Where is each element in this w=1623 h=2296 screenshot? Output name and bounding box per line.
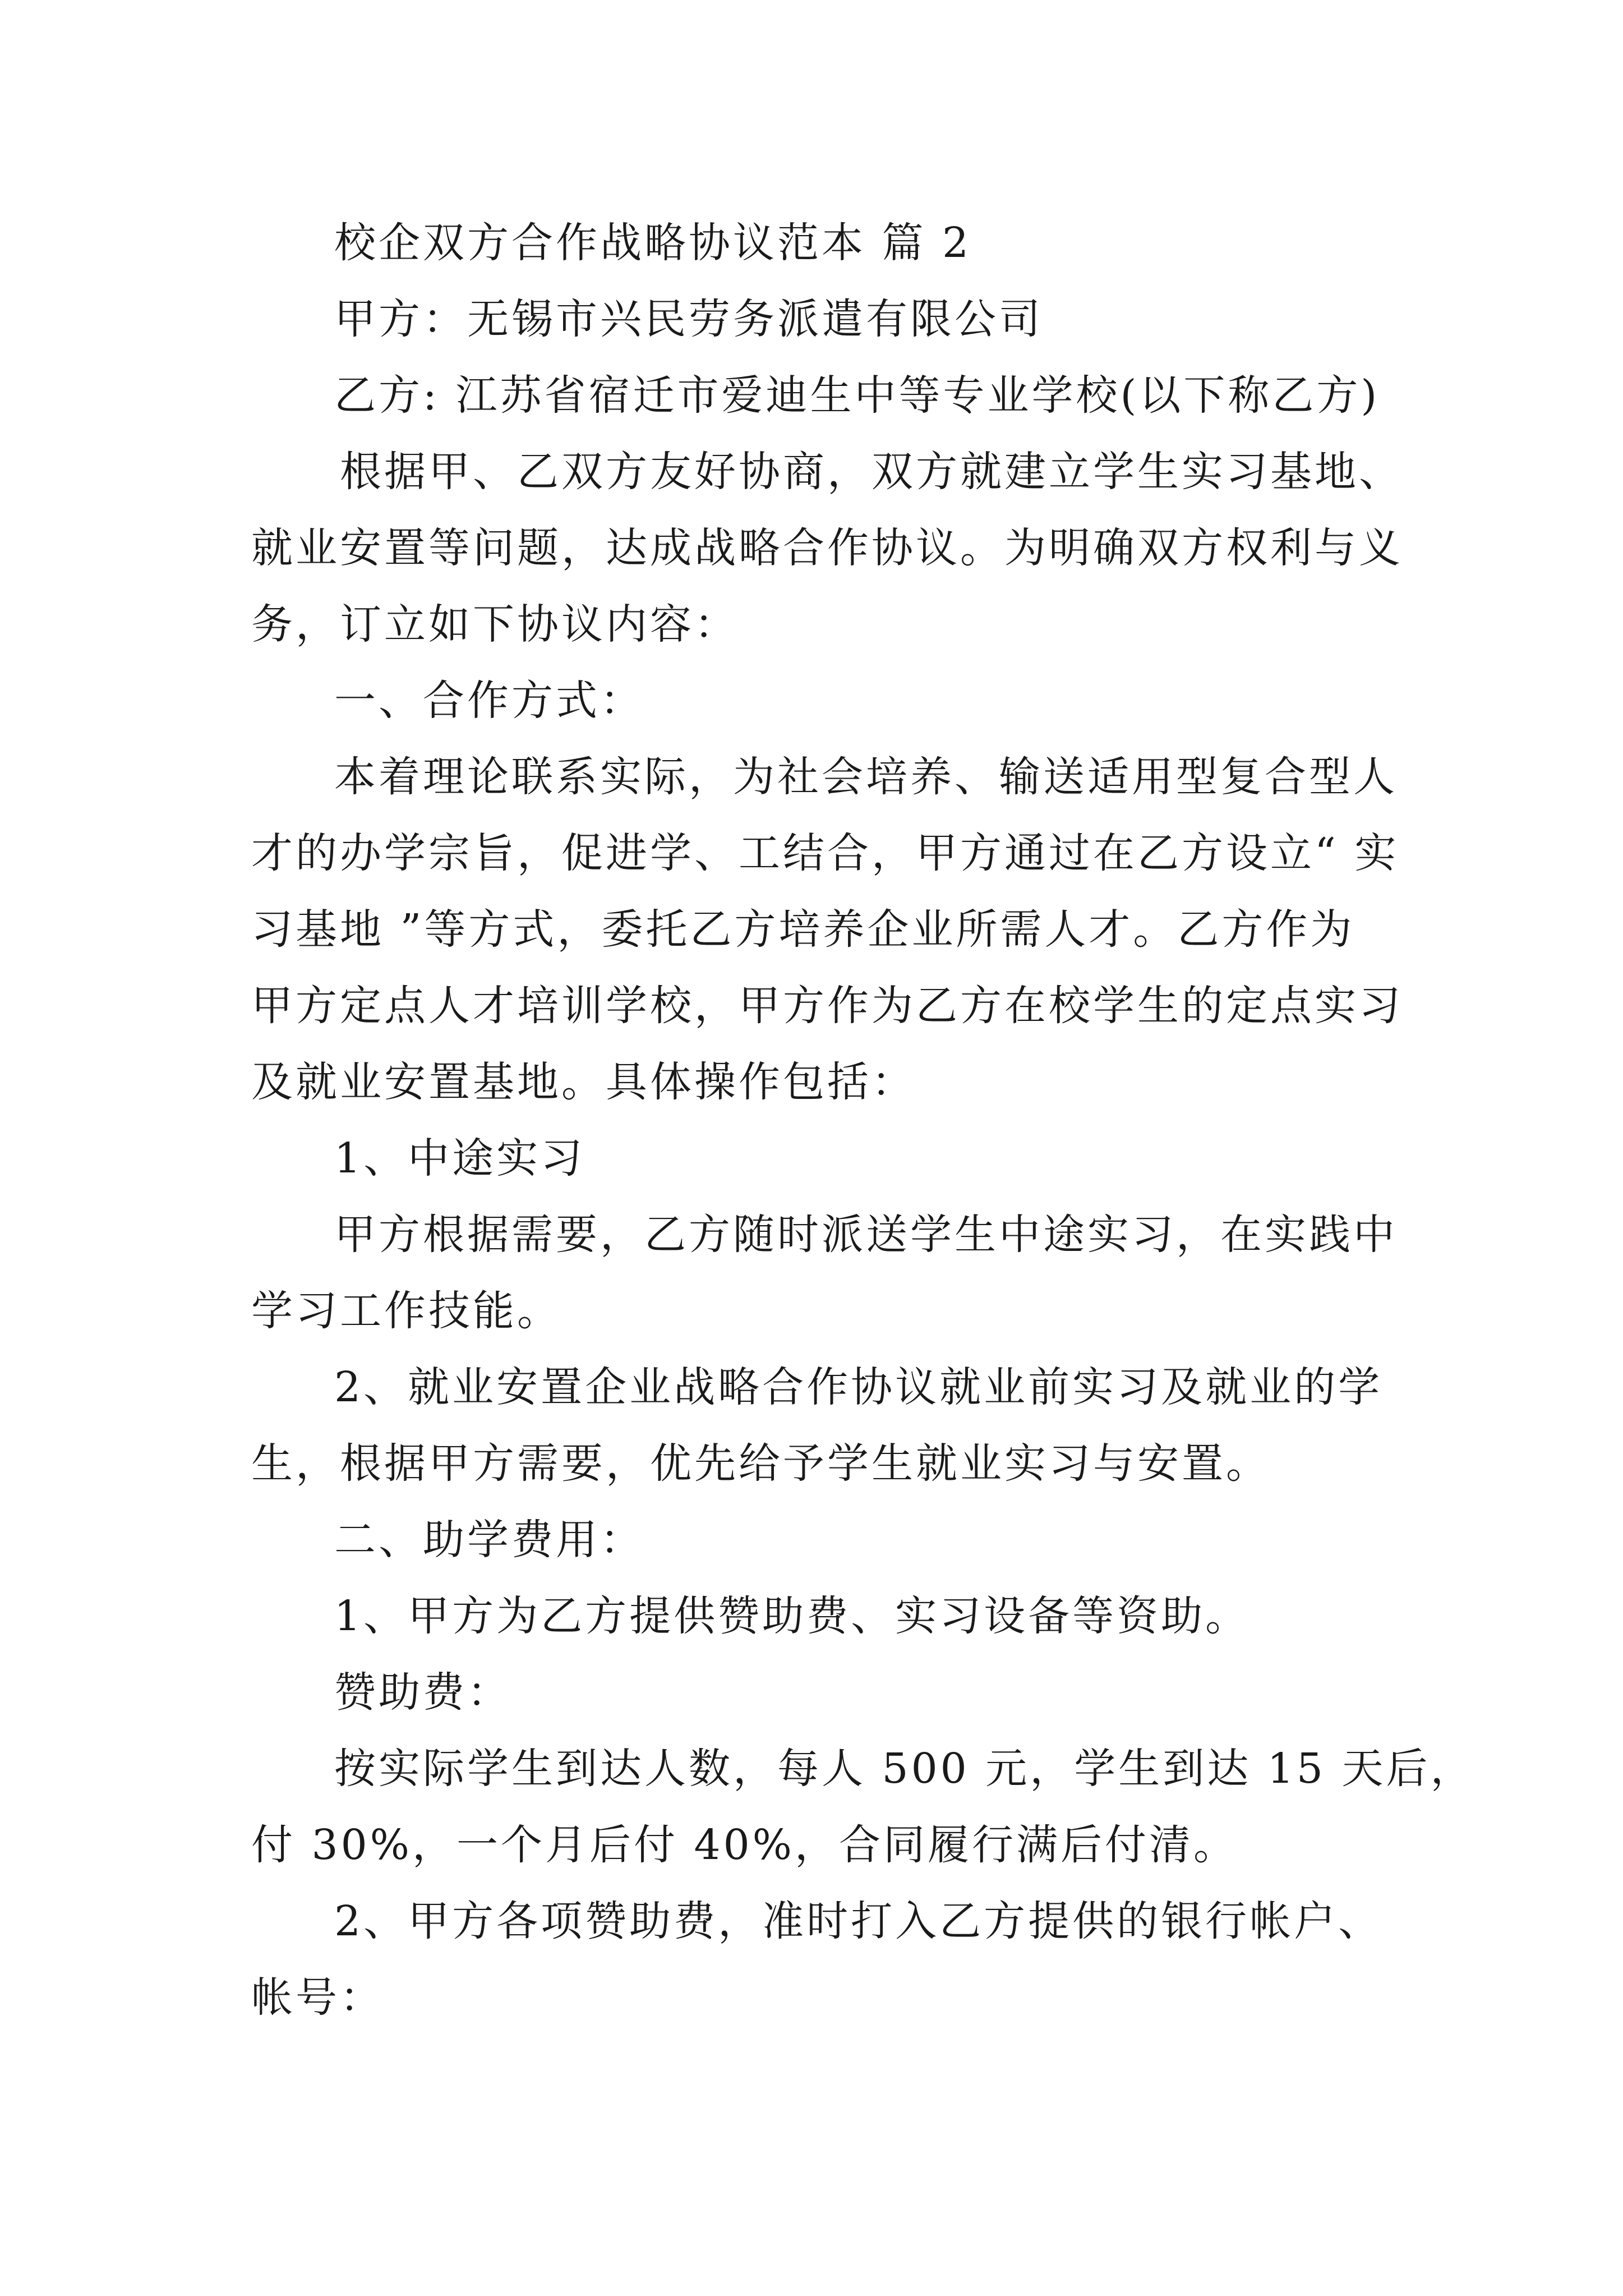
item-2-paragraph-line: 2、就业安置企业战略合作协议就业前实习及就业的学 [334, 1363, 1383, 1411]
item-1-title: 1、中途实习 [334, 1134, 585, 1182]
section-1-paragraph-line: 才的办学宗旨，促进学、工结合，甲方通过在乙方设立“ 实 [251, 829, 1399, 877]
section-2-title: 二、助学费用： [334, 1516, 644, 1564]
item-2-paragraph-line: 生，根据甲方需要，优先给予学生就业实习与安置。 [251, 1439, 1270, 1488]
fee-item-2-line: 帐号： [251, 1973, 384, 2022]
fee-paragraph-line: 付 30%，一个月后付 40%，合同履行满后付清。 [251, 1821, 1238, 1869]
item-1-paragraph-line: 学习工作技能。 [251, 1287, 561, 1335]
fee-label: 赞助费： [334, 1668, 511, 1717]
item-1-paragraph-line: 甲方根据需要，乙方随时派送学生中途实习，在实践中 [334, 1211, 1398, 1259]
intro-line: 务，订立如下协议内容： [251, 600, 739, 648]
fee-paragraph-line: 按实际学生到达人数，每人 500 元，学生到达 15 天后， [334, 1745, 1475, 1793]
section-1-paragraph-line: 及就业安置基地。具体操作包括： [251, 1058, 916, 1106]
party-a-line: 甲方：无锡市兴民劳务派遣有限公司 [334, 295, 1043, 343]
section-1-paragraph-line: 本着理论联系实际，为社会培养、输送适用型复合型人 [334, 753, 1398, 801]
section-1-title: 一、合作方式： [334, 677, 644, 725]
fee-item-1: 1、甲方为乙方提供赞助费、实习设备等资助。 [334, 1592, 1250, 1640]
document-heading: 校企双方合作战略协议范本 篇 2 [334, 219, 972, 267]
party-b-line: 乙方: 江苏省宿迁市爱迪生中等专业学校(以下称乙方) [334, 371, 1380, 420]
intro-line: 就业安置等问题，达成战略合作协议。为明确双方权利与义 [251, 524, 1403, 572]
section-1-paragraph-line: 甲方定点人才培训学校，甲方作为乙方在校学生的定点实习 [251, 982, 1403, 1030]
section-1-paragraph-line: 习基地 ”等方式，委托乙方培养企业所需人才。乙方作为 [251, 905, 1355, 954]
intro-line: 根据甲、乙双方友好协商，双方就建立学生实习基地、 [340, 448, 1403, 496]
fee-item-2-line: 2、甲方各项赞助费，准时打入乙方提供的银行帐户、 [334, 1897, 1383, 1945]
